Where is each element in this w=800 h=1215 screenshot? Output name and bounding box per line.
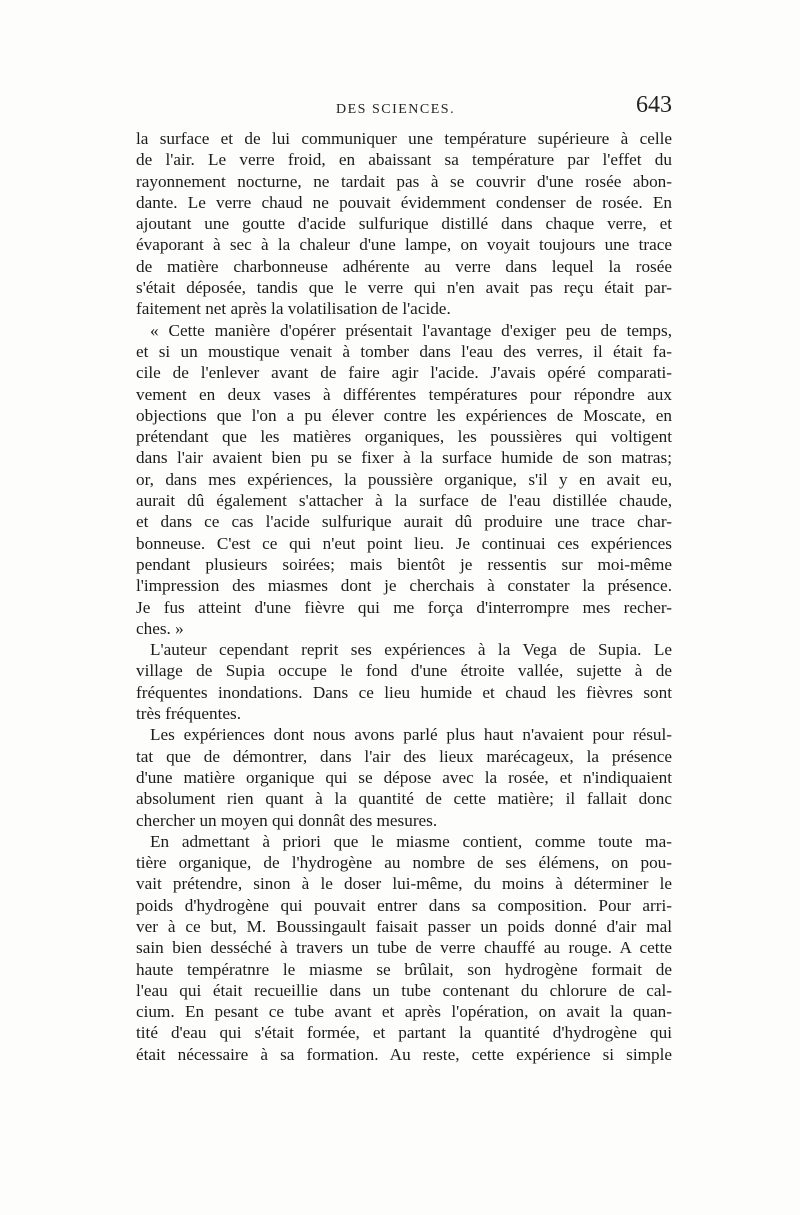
text-line: la surface et de lui communiquer une température supérieure à celle (136, 129, 672, 148)
text-line: d'une matière organique qui se dépose avec la rosée, et n'indiquaient (136, 767, 672, 787)
text-line: dans l'air avaient bien pu se fixer à la surface humide de son matras; (136, 448, 672, 468)
text-line: rayonnement nocturne, ne tardait pas à se couvrir d'une rosée abon- (136, 171, 672, 191)
text-line: pendant plusieurs soirées; mais bientôt je ressentis sur moi-même (136, 554, 672, 574)
text-line: haute températnre le miasme se brûlait, son hydrogène formait de (136, 959, 672, 979)
text-line: et dans ce cas l'acide sulfurique aurait dû produire une trace char- (136, 512, 672, 532)
text-line: ver à ce but, M. Boussingault faisait passer un poids donné d'air mal (136, 916, 672, 936)
text-line: poids d'hydrogène qui pouvait entrer dans sa composition. Pour arri- (136, 895, 672, 915)
page-number: 643 (636, 92, 672, 118)
text-line: évaporant à sec à la chaleur d'une lampe, on voyait toujours une trace (136, 235, 672, 255)
text-line: prétendant que les matières organiques, les poussières qui voltigent (136, 427, 672, 447)
text-line: En admettant à priori que le miasme contient, comme toute ma- (150, 831, 672, 851)
text-line: L'auteur cependant reprit ses expériences à la Vega de Supia. Le (150, 640, 672, 660)
text-line: or, dans mes expériences, la poussière organique, s'il y en avait eu, (136, 469, 672, 489)
text-line: était nécessaire à sa formation. Au reste, cette expérience si simple (136, 1044, 672, 1064)
body-text (136, 128, 672, 1065)
text-line: « Cette manière d'opérer présentait l'avantage d'exiger peu de temps, (150, 320, 672, 340)
text-line: l'impression des miasmes dont je cherchais à constater la présence. (136, 576, 672, 596)
text-line: tat que de démontrer, dans l'air des lieux marécageux, la présence (136, 746, 672, 766)
text-line: cile de l'enlever avant de faire agir l'acide. J'avais opéré comparati- (136, 363, 672, 383)
text-line: s'était déposée, tandis que le verre qui n'en avait pas reçu était par- (136, 278, 672, 298)
text-line: bonneuse. C'est ce qui n'eut point lieu. Je continuai ces expériences (136, 533, 672, 553)
text-line: vait prétendre, sinon à le doser lui-même, du moins à déterminer le (136, 874, 672, 894)
text-line: objections que l'on a pu élever contre les expériences de Moscate, en (136, 405, 672, 425)
text-line: vement en deux vases à différentes températures pour répondre aux (136, 384, 672, 404)
text-line: fréquentes inondations. Dans ce lieu humide et chaud les fièvres sont (136, 682, 672, 702)
text-line: ajoutant une goutte d'acide sulfurique distillé dans chaque verre, et (136, 214, 672, 234)
text-line: Je fus atteint d'une fièvre qui me força d'interrompre mes recher- (136, 597, 672, 617)
text-line: sain bien desséché à travers un tube de verre chauffé au rouge. A cette (136, 938, 672, 958)
text-line: chercher un moyen qui donnât des mesures. (136, 810, 438, 830)
running-head (136, 92, 672, 128)
text-line: l'eau qui était recueillie dans un tube contenant du chlorure de cal- (136, 980, 672, 1000)
text-line: cium. En pesant ce tube avant et après l'opération, on avait la quan- (136, 1002, 672, 1022)
text-line: Les expériences dont nous avons parlé plus haut n'avaient pour résul- (150, 725, 672, 745)
text-line: absolument rien quant à la quantité de cette matière; il fallait donc (136, 789, 672, 809)
text-line: de matière charbonneuse adhérente au verre dans lequel la rosée (136, 256, 672, 276)
text-line: tité d'eau qui s'était formée, et partant la quantité d'hydrogène qui (136, 1023, 672, 1043)
text-line: village de Supia occupe le fond d'une étroite vallée, sujette à de (136, 661, 672, 681)
text-line: de l'air. Le verre froid, en abaissant sa température par l'effet du (136, 150, 672, 170)
running-title: DES SCIENCES. (336, 102, 456, 117)
text-line: aurait dû également s'attacher à la surface de l'eau distillée chaude, (136, 491, 672, 511)
text-line: tière organique, de l'hydrogène au nombre de ses élémens, on pou- (136, 853, 672, 873)
text-line: dante. Le verre chaud ne pouvait évidemment condenser de rosée. En (136, 192, 672, 212)
text-line: faitement net après la volatilisation de l'acide. (136, 299, 451, 319)
text-line: ches. » (136, 618, 184, 638)
text-line: et si un moustique venait à tomber dans l'eau des verres, il était fa- (136, 341, 672, 361)
text-line: très fréquentes. (136, 704, 241, 724)
